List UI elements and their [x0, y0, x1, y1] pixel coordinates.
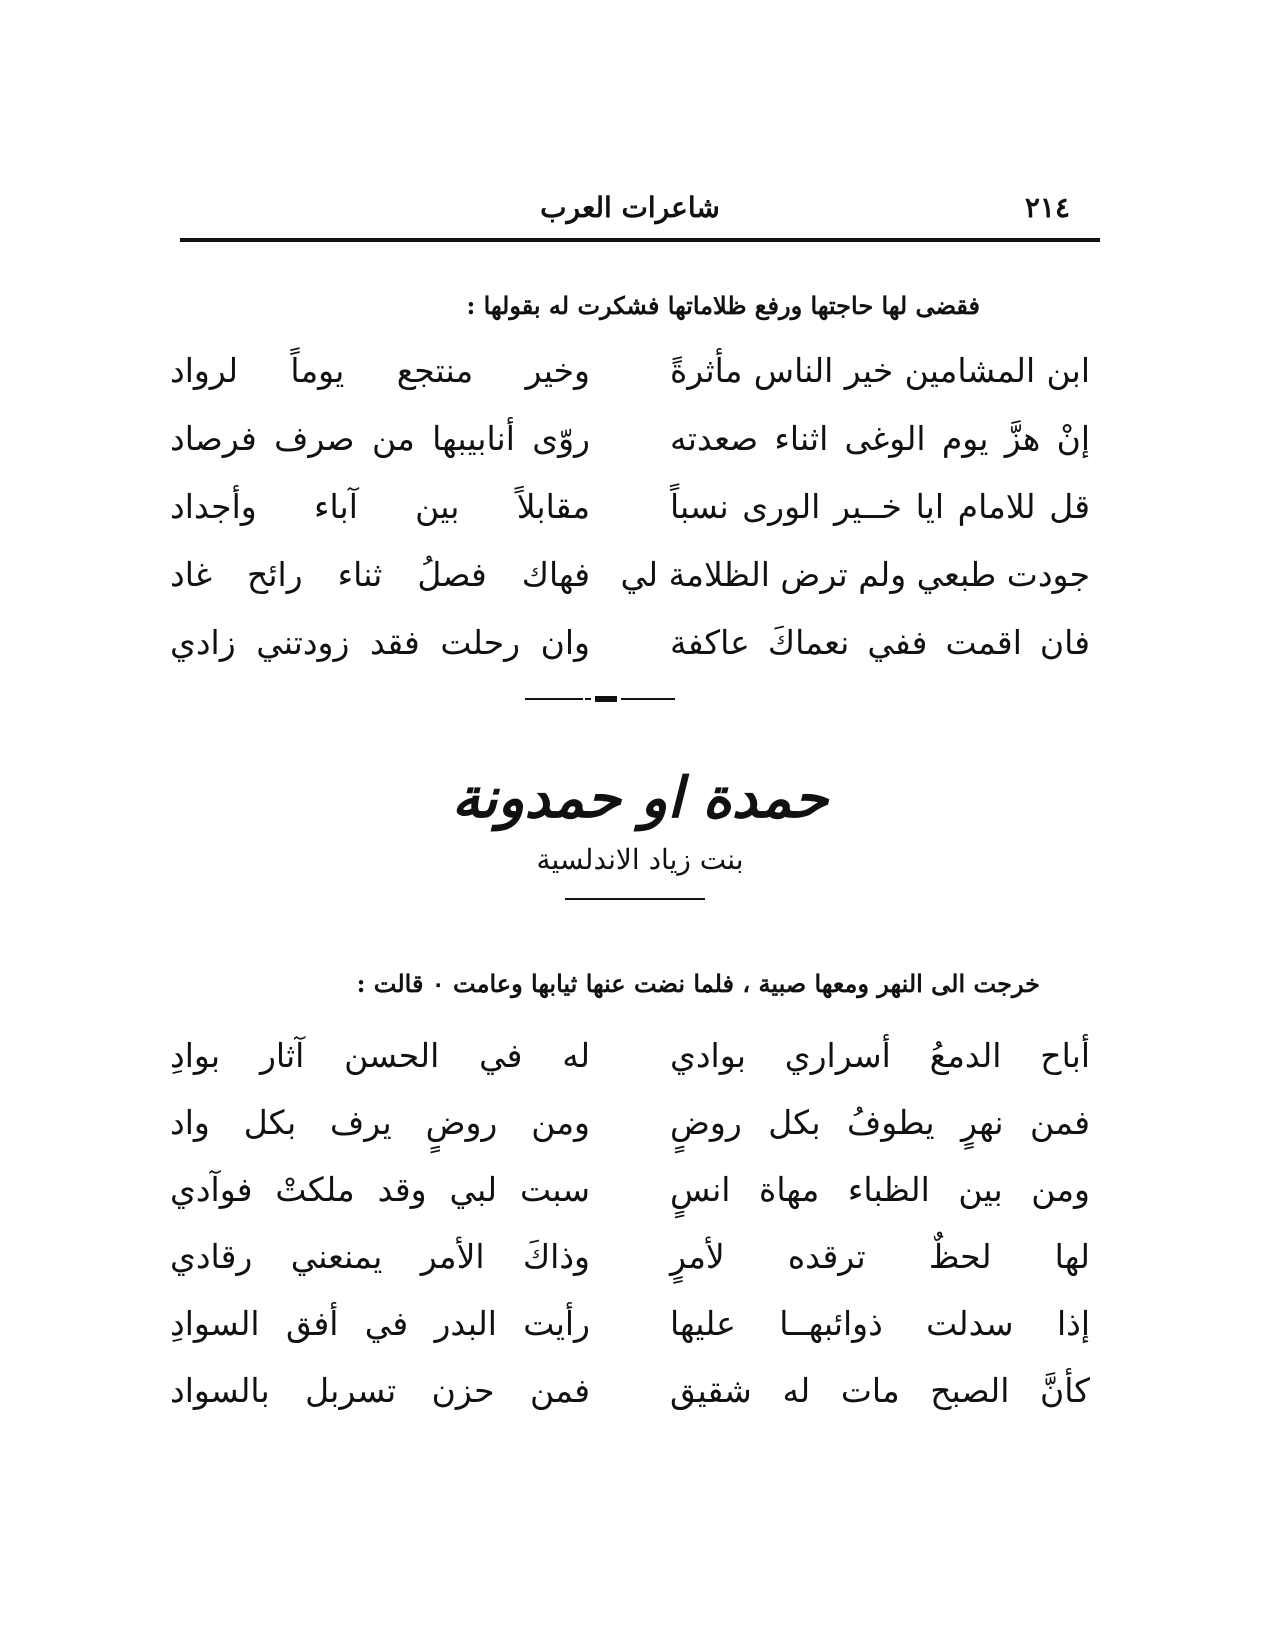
verse-first-hemistich: إنْ هزَّ يوم الوغى اثناء صعدته	[670, 419, 1090, 458]
verse-second-hemistich: وخير منتجع يوماً لرواد	[170, 351, 590, 390]
verse-first-hemistich: لها لحظٌ ترقده لأمرٍ	[670, 1237, 1090, 1276]
section-divider-ornament	[525, 693, 675, 705]
verse-first-hemistich: ومن بين الظباء مهاة انسٍ	[670, 1170, 1090, 1209]
page-number: ٢١٤	[1024, 191, 1070, 224]
verse-first-hemistich: قل للامام ايا خــير الورى نسباً	[670, 487, 1090, 526]
running-header	[180, 188, 1100, 236]
verse-second-hemistich: فمن حزن تسربل بالسواد	[170, 1371, 590, 1410]
verse	[160, 1164, 1090, 1231]
verse	[160, 345, 1090, 413]
poem-2	[160, 1030, 1090, 1432]
verse-first-hemistich: إذا سدلت ذوائبهــا عليها	[670, 1304, 1090, 1343]
section-title: حمدة او حمدونة	[451, 765, 829, 831]
verse-second-hemistich: وان رحلت فقد زودتني زادي	[170, 623, 590, 662]
verse-second-hemistich: له في الحسن آثار بوادِ	[170, 1036, 590, 1075]
section-subtitle: بنت زياد الاندلسية	[536, 843, 744, 876]
verse-first-hemistich: أباح الدمعُ أسراري بوادي	[670, 1036, 1090, 1075]
verse	[160, 1231, 1090, 1298]
verse	[160, 617, 1090, 685]
verse-second-hemistich: ومن روضٍ يرف بكل واد	[170, 1103, 590, 1142]
verse	[160, 481, 1090, 549]
verse	[160, 413, 1090, 481]
verse-first-hemistich: ابن المشامين خير الناس مأثرةً	[670, 351, 1090, 390]
verse	[160, 1298, 1090, 1365]
verse-second-hemistich: فهاك فصلُ ثناء رائح غاد	[170, 555, 590, 594]
verse-first-hemistich: كأنَّ الصبح مات له شقيق	[670, 1371, 1090, 1410]
verse-second-hemistich: وذاكَ الأمر يمنعني رقادي	[170, 1237, 590, 1276]
verse-first-hemistich: فان اقمت ففي نعماكَ عاكفة	[670, 623, 1090, 662]
verse	[160, 1365, 1090, 1432]
header-rule	[180, 238, 1100, 242]
verse-first-hemistich: فمن نهرٍ يطوفُ بكل روضٍ	[670, 1103, 1090, 1142]
book-title: شاعرات العرب	[540, 191, 720, 224]
verse-second-hemistich: سبت لبي وقد ملكتْ فوآدي	[170, 1170, 590, 1209]
verse-second-hemistich: مقابلاً بين آباء وأجداد	[170, 487, 590, 526]
verse-second-hemistich: رأيت البدر في أفق السوادِ	[170, 1304, 590, 1343]
verse-first-hemistich: جودت طبعي ولم ترض الظلامة لي	[620, 555, 1090, 594]
verse	[160, 1030, 1090, 1097]
intro-paragraph-2: خرجت الى النهر ومعها صبية ، فلما نضت عنها ثيابها وعامت ٠ قالت :	[356, 969, 1040, 998]
subtitle-rule	[565, 898, 705, 900]
verse	[160, 549, 1090, 617]
intro-paragraph-1: فقضى لها حاجتها ورفع ظلاماتها فشكرت له بقولها :	[466, 291, 980, 320]
verse	[160, 1097, 1090, 1164]
verse-second-hemistich: روّى أنابيبها من صرف فرصاد	[170, 419, 590, 458]
poem-1	[160, 345, 1090, 685]
